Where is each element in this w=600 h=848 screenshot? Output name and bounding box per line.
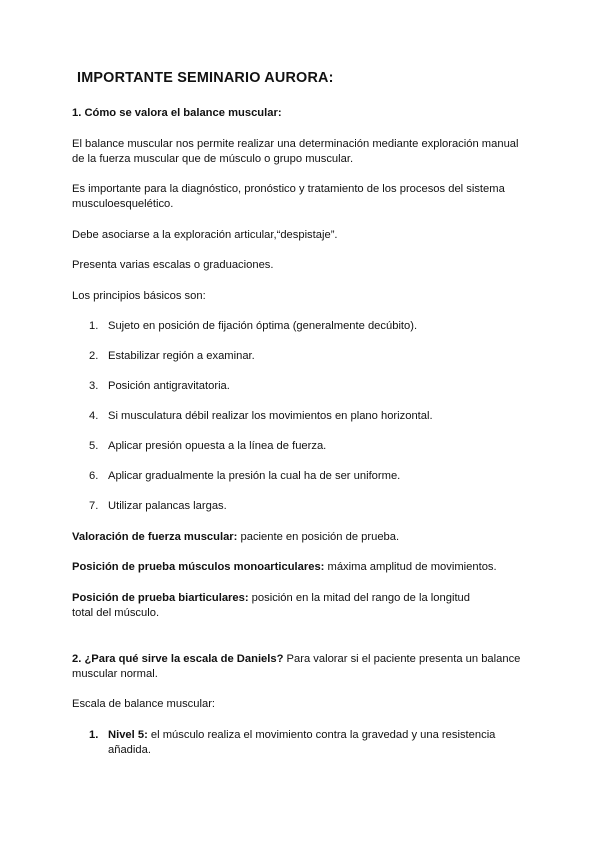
- bold-label: Valoración de fuerza muscular:: [72, 531, 238, 543]
- paragraph-scale-intro: Escala de balance muscular:: [72, 698, 216, 710]
- list-item: [89, 379, 539, 394]
- list-text: Si musculatura débil realizar los movimientos en plano horizontal.: [108, 410, 433, 422]
- paragraph-line: musculoesquelético.: [72, 198, 174, 210]
- bold-label: Posición de prueba biarticulares:: [72, 592, 249, 604]
- list-item: [89, 319, 539, 334]
- list-number: 2.: [89, 350, 99, 362]
- paragraph-text: Para valorar si el paciente presenta un balance: [283, 653, 521, 665]
- list-item: [89, 439, 539, 454]
- paragraph-association: Debe asociarse a la exploración articular,“despistaje”.: [72, 229, 338, 241]
- list-item: [89, 499, 539, 514]
- list-text: Estabilizar región a examinar.: [108, 350, 255, 362]
- paragraph-biarticulares: [72, 591, 542, 621]
- list-text: Utilizar palancas largas.: [108, 500, 227, 512]
- list-item: [89, 469, 539, 484]
- list-text: el músculo realiza el movimiento contra la gravedad y una resistencia: [147, 729, 496, 741]
- list-item: [89, 409, 539, 424]
- paragraph-importance: [72, 182, 542, 212]
- list-item: [89, 728, 539, 758]
- list-line: añadida.: [108, 744, 151, 756]
- list-number: 1.: [89, 320, 99, 332]
- question-2-paragraph: [72, 652, 542, 682]
- paragraph-monoarticulares: [72, 560, 542, 575]
- paragraph-definition: [72, 137, 542, 167]
- paragraph-principles-intro: Los principios básicos son:: [72, 290, 206, 302]
- document-title: IMPORTANTE SEMINARIO AURORA:: [77, 70, 334, 86]
- paragraph-line: Es importante para la diagnóstico, pronóstico y tratamiento de los procesos del sistema: [72, 183, 505, 195]
- paragraph-line: total del músculo.: [72, 607, 160, 619]
- question-1-heading: 1. Cómo se valora el balance muscular:: [72, 107, 282, 119]
- list-number: 5.: [89, 440, 99, 452]
- list-text: Aplicar gradualmente la presión la cual ha de ser uniforme.: [108, 470, 401, 482]
- list-number: 3.: [89, 380, 99, 392]
- question-2-heading: 2. ¿Para qué sirve la escala de Daniels?: [72, 653, 284, 665]
- list-number: 4.: [89, 410, 99, 422]
- paragraph-line: de la fuerza muscular que de músculo o grupo muscular.: [72, 153, 354, 165]
- paragraph-line: [72, 652, 542, 667]
- bold-label: Posición de prueba músculos monoarticulares:: [72, 561, 325, 573]
- paragraph-text: paciente en posición de prueba.: [237, 531, 400, 543]
- list-number: 7.: [89, 500, 99, 512]
- list-item: [89, 349, 539, 364]
- paragraph-text: máxima amplitud de movimientos.: [324, 561, 497, 573]
- paragraph-scales: Presenta varias escalas o graduaciones.: [72, 259, 274, 271]
- paragraph-text: posición en la mitad del rango de la longitud: [248, 592, 470, 604]
- paragraph-line: [72, 591, 542, 606]
- list-text: Posición antigravitatoria.: [108, 380, 230, 392]
- paragraph-line: El balance muscular nos permite realizar una determinación mediante exploración manual: [72, 138, 519, 150]
- list-number: 6.: [89, 470, 99, 482]
- list-line: [89, 728, 539, 743]
- list-text: Aplicar presión opuesta a la línea de fuerza.: [108, 440, 327, 452]
- list-text: Sujeto en posición de fijación óptima (generalmente decúbito).: [108, 320, 418, 332]
- paragraph-line: muscular normal.: [72, 668, 158, 680]
- bold-label: Nivel 5:: [108, 729, 148, 741]
- paragraph-valoracion: [72, 530, 542, 545]
- list-number: 1.: [89, 729, 99, 741]
